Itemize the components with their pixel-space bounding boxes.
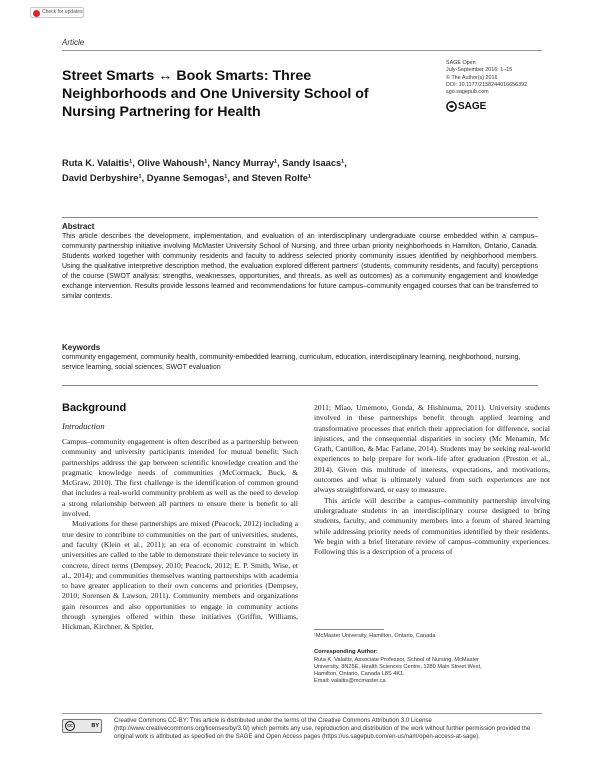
keywords-bottom-divider (62, 385, 538, 386)
cc-by-badge[interactable] (62, 719, 102, 733)
abstract-top-divider (62, 217, 538, 218)
abstract-heading: Abstract (62, 222, 95, 231)
author-list (62, 156, 462, 186)
body-paragraph: Campus–community engagement is often described as a partnership between community and university participants intended for mutual benefit: Such partnerships address the gap between scientific knowledge creation and the pragmatic knowledge needs of communities (McCormack, Buck, & McGraw, 2010). The first challenge is the identification of common ground that includes a real-world community problem as well as the need to develop a strong relationship between all partners to ensure there is benefit to all involved. (62, 437, 298, 519)
journal-doi[interactable]: DOI: 10.1177/2158244016656392 (446, 81, 528, 88)
article-type: Article (62, 38, 85, 47)
author-line: David Derbyshire¹, Dyanne Semogas¹, and Steven Rolfe¹ (62, 173, 312, 183)
paper-title: Street Smarts ↔ Book Smarts: Three Neighborhoods and One University School of Nursing Partnering for Health (62, 68, 369, 120)
by-icon: BY (91, 723, 99, 729)
corresponding-author-line: Hamilton, Ontario, Canada L8S 4K1. (314, 671, 405, 677)
section-heading: Background (62, 402, 127, 414)
journal-meta (446, 60, 566, 96)
subsection-heading: Introduction (62, 421, 105, 431)
body-paragraph: 2011; Miao, Umemoto, Gonda, & Hishinuma, 2011). University students involved in these partnerships benefit through applied learning and transformative processes that enrich their appreciation for difference, social injustices, and the consequential disparities in society (Mc Menamin, Mc Grath, Cantillon, & Mac Farlane, 2014). Students may be seeking real-world experiences to help prepare for work–life after graduation (Preston et al., 2014). Given this multitude of interests, expectations, and motivations, outcomes and what is ultimately valued from such experiences are not always straightforward, or easy to measure. (314, 403, 550, 495)
keywords-text: community engagement, community health, community-embedded learning, curriculum, education, interdisciplinary learning, neighborhood, nursing, service learning, social sciences, SWOT evaluation (62, 354, 521, 371)
corresponding-author-heading: Corresponding Author: (314, 649, 378, 655)
journal-name: SAGE Open (446, 60, 476, 66)
sage-logo-text: SAGE (458, 100, 487, 112)
right-column (314, 403, 550, 557)
sage-logo (446, 100, 486, 112)
sage-logo-icon (446, 101, 457, 112)
left-column (62, 437, 298, 633)
journal-copyright: © The Author(s) 2016 (446, 74, 498, 81)
abstract-text: This article describes the development, implementation, and evaluation of an interdisciplinary undergraduate course embedded within a campus–community partnership initiative involving McMaster University School of Nursing, and three urban priority neighborhoods in Hamilton, Ontario, Canada. Students worked together with community residents and faculty to address selected priority community issues identified by neighborhood members. Using the qualitative interpretive description method, the evaluation explored different partners' (students, community residents, and faculty) perceptions of the course (SWOT analysis: strengths, weaknesses, opportunities, and threats, as well as outcomes) as a community engagement and knowledge exchange intervention. Results provide lessons learned and recommendations for future campus–community engaged courses that can be transferred to similar contexts. (62, 233, 538, 300)
update-icon (33, 10, 40, 17)
check-for-updates-badge[interactable] (30, 7, 84, 18)
header-divider (62, 50, 542, 51)
journal-url[interactable]: sgo.sagepub.com (446, 89, 489, 96)
corresponding-author-line: University, 3N25E, Health Sciences Centre, 1280 Main Street West, (314, 664, 482, 670)
corresponding-author-line: Ruta K. Valaitis, Associate Professor, School of Nursing, McMaster (314, 657, 479, 663)
journal-issue: July-September 2016: 1–15 (446, 67, 513, 74)
body-paragraph: This article will describe a campus–community partnership involving undergraduate students in an interdisciplinary course designed to bring students, faculty, and community members into a forum of shared learning while addressing priority needs of communities identified by their residents. We begin with a brief literature review of campus–community experiences. Following this is a description of a process of (314, 495, 550, 557)
footnote-divider (314, 629, 384, 630)
license-divider (62, 713, 542, 714)
keywords-heading: Keywords (62, 343, 101, 352)
check-for-updates-label: Check for updates (42, 9, 83, 15)
affiliation-footnote: ¹McMaster University, Hamilton, Ontario, Canada (314, 633, 436, 639)
author-line: Ruta K. Valaitis¹, Olive Wahoush¹, Nancy Murray¹, Sandy Isaacs¹, (62, 158, 347, 168)
body-paragraph: Motivations for these partnerships are mixed (Peacock, 2012) including a true desire to contribute to communities on the part of universities, students, and faculty (Klein et al., 2011); an era of economic constraint in which universities are called to the table to demonstrate their relevance to society in concrete, direct terms (Dempsey, 2010; Peacock, 2012; E. P. Smith, Wise, et al., 2014); and communities themselves wanting partnerships with academia to have greater application to their own concerns and priorities (Dempsey, 2010; Sorensen & Lawson, 2011). Community members and organizations gain resources and also opportunities to engage in community actions through synergies offered within these initiatives (Griffin, Williams, Hickman, Kirchner, & Spitler, (62, 519, 298, 632)
license-text: Creative Commons CC-BY: This article is distributed under the terms of the Creative Commons Attribution 3.0 License (http://www.creativecommons.org/licenses/by/3.0/) which permits any use, reproduction and distribution of the work without further permission provided the original work is attributed as specified on the SAGE and Open Access pages (https://us.sagepub.com/en-us/nam/open-access-at-sage). (114, 717, 531, 741)
corresponding-author-email[interactable]: Email: valaitis@mcmaster.ca (314, 678, 386, 684)
cc-icon: cc (65, 721, 75, 731)
